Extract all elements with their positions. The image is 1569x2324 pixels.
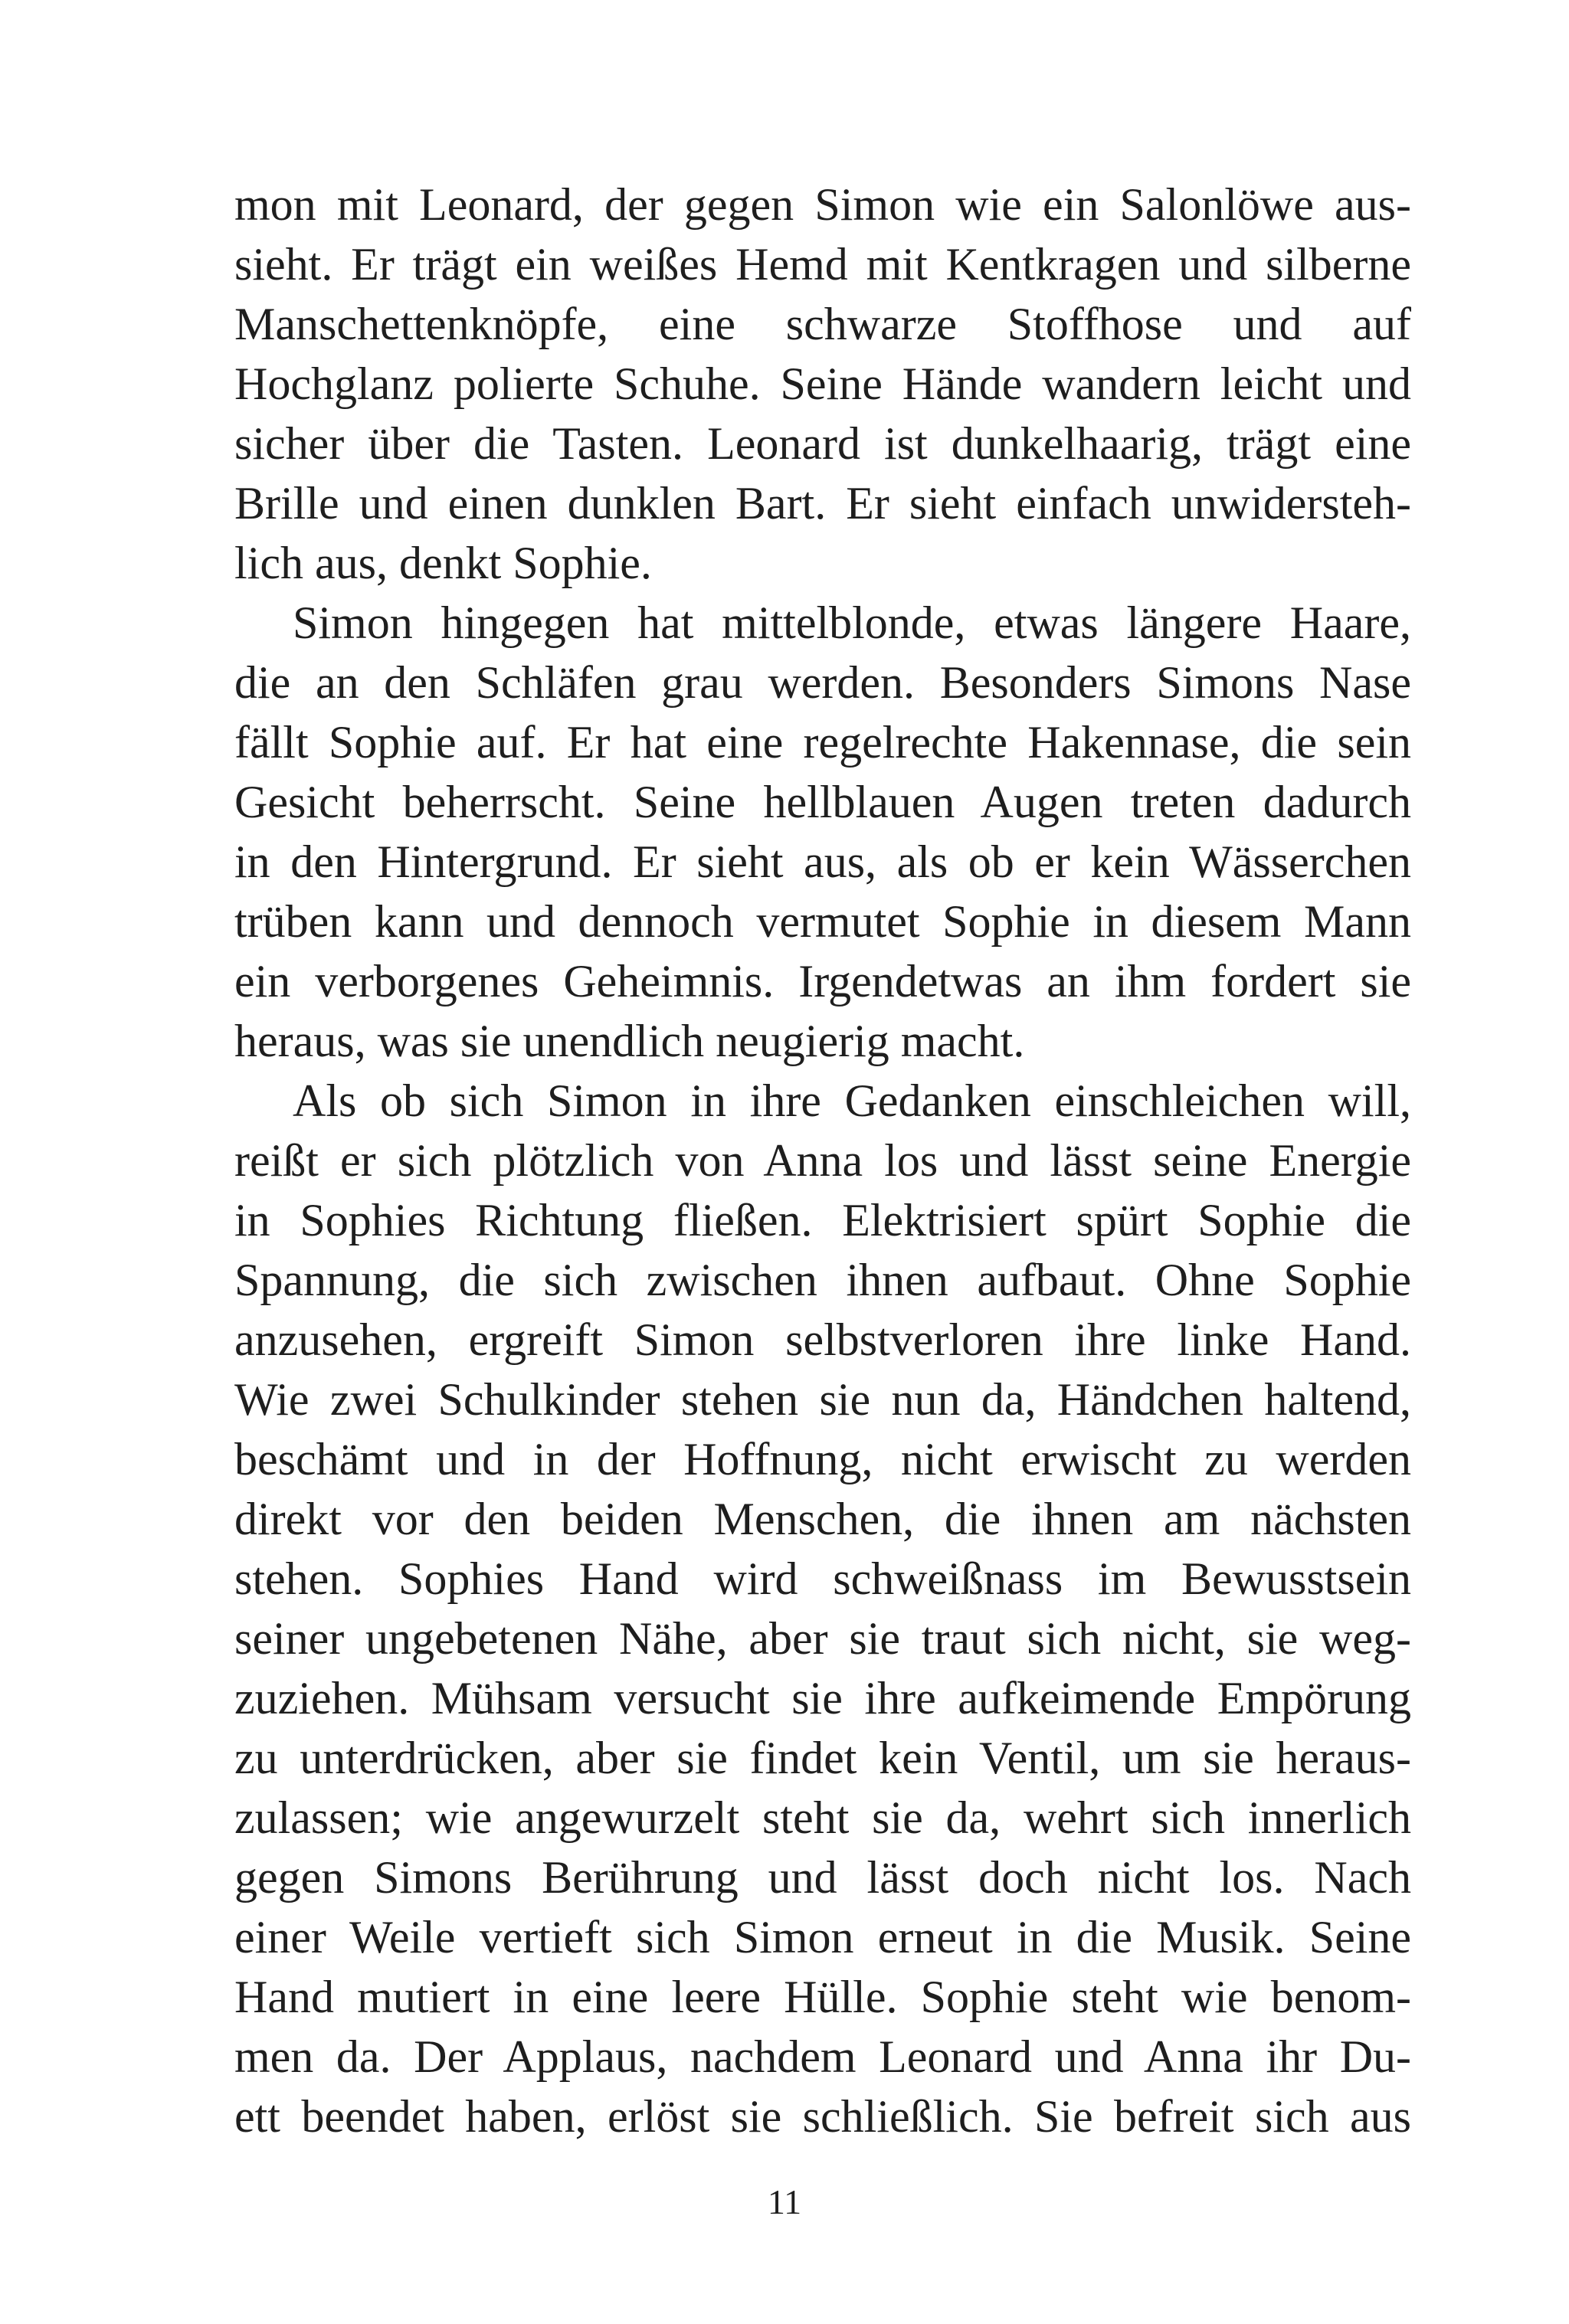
text-line: in den Hintergrund. Er sieht aus, als ob er kein Wässerchen bbox=[234, 836, 1411, 887]
text-line: Wie zwei Schulkinder stehen sie nun da, Händchen haltend, bbox=[234, 1374, 1411, 1425]
text-line: mon mit Leonard, der gegen Simon wie ein Salonlöwe aus- bbox=[234, 179, 1411, 230]
text-line: ein verborgenes Geheimnis. Irgendetwas an ihm fordert sie bbox=[234, 956, 1411, 1007]
text-line: die an den Schläfen grau werden. Besonders Simons Nase bbox=[234, 657, 1411, 708]
body-text bbox=[234, 175, 1411, 2146]
text-line: Hand mutiert in eine leere Hülle. Sophie steht wie benom- bbox=[234, 1972, 1411, 2022]
text-line: stehen. Sophies Hand wird schweißnass im Bewusstsein bbox=[234, 1553, 1411, 1604]
text-line: zu unterdrücken, aber sie findet kein Ventil, um sie heraus- bbox=[234, 1733, 1411, 1783]
text-line: men da. Der Applaus, nachdem Leonard und Anna ihr Du- bbox=[234, 2031, 1411, 2082]
text-line: einer Weile vertieft sich Simon erneut in die Musik. Seine bbox=[234, 1912, 1411, 1962]
text-line: sicher über die Tasten. Leonard ist dunkelhaarig, trägt eine bbox=[234, 418, 1411, 469]
text-line: Manschettenknöpfe, eine schwarze Stoffhose und auf bbox=[234, 299, 1411, 349]
text-line: gegen Simons Berührung und lässt doch nicht los. Nach bbox=[234, 1852, 1411, 1903]
text-line: beschämt und in der Hoffnung, nicht erwischt zu werden bbox=[234, 1434, 1411, 1484]
text-line: direkt vor den beiden Menschen, die ihnen am nächsten bbox=[234, 1494, 1411, 1544]
text-line: anzusehen, ergreift Simon selbstverloren ihre linke Hand. bbox=[234, 1314, 1411, 1365]
text-line: zuziehen. Mühsam versucht sie ihre aufkeimende Empörung bbox=[234, 1673, 1411, 1723]
text-line: Spannung, die sich zwischen ihnen aufbaut. Ohne Sophie bbox=[234, 1255, 1411, 1305]
text-line: Als ob sich Simon in ihre Gedanken einschleichen will, bbox=[293, 1075, 1411, 1126]
text-line: reißt er sich plötzlich von Anna los und lässt seine Energie bbox=[234, 1135, 1411, 1186]
text-line: zulassen; wie angewurzelt steht sie da, wehrt sich innerlich bbox=[234, 1792, 1411, 1843]
text-line: Simon hingegen hat mittelblonde, etwas längere Haare, bbox=[293, 597, 1411, 648]
text-line: sieht. Er trägt ein weißes Hemd mit Kentkragen und silberne bbox=[234, 239, 1411, 290]
text-line: Brille und einen dunklen Bart. Er sieht einfach unwidersteh- bbox=[234, 478, 1411, 529]
text-line: lich aus, denkt Sophie. bbox=[234, 538, 652, 588]
text-line: fällt Sophie auf. Er hat eine regelrechte Hakennase, die sein bbox=[234, 717, 1411, 768]
text-line: seiner ungebetenen Nähe, aber sie traut sich nicht, sie weg- bbox=[234, 1613, 1411, 1664]
text-line: in Sophies Richtung fließen. Elektrisiert spürt Sophie die bbox=[234, 1195, 1411, 1245]
text-line: Hochglanz polierte Schuhe. Seine Hände wandern leicht und bbox=[234, 358, 1411, 409]
text-line: trüben kann und dennoch vermutet Sophie in diesem Mann bbox=[234, 896, 1411, 947]
page-number: 11 bbox=[767, 2182, 802, 2221]
text-line: Gesicht beherrscht. Seine hellblauen Augen treten dadurch bbox=[234, 777, 1411, 827]
text-line: ett beendet haben, erlöst sie schließlich. Sie befreit sich aus bbox=[234, 2091, 1411, 2142]
text-line: heraus, was sie unendlich neugierig macht. bbox=[234, 1016, 1025, 1066]
